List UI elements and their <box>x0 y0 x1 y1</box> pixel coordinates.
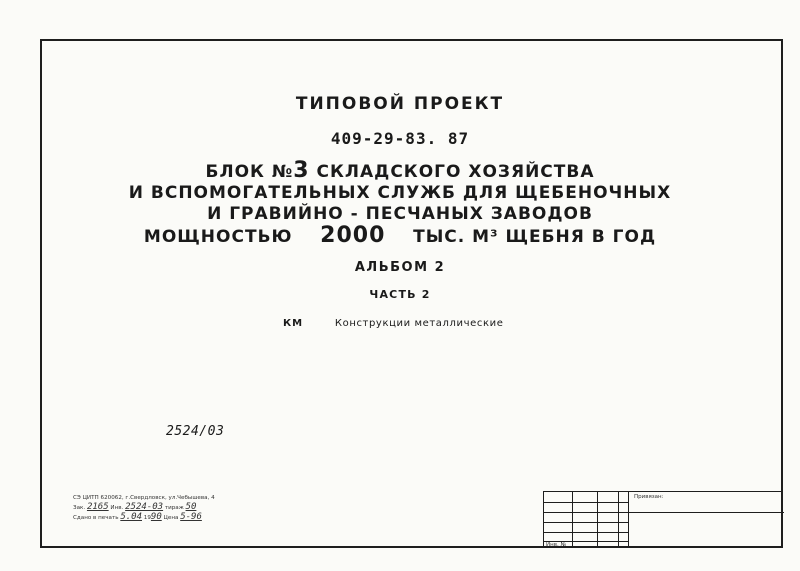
heading-line-4: МОЩНОСТЬЮ 2000 ТЫС. М³ ЩЕБНЯ В ГОД <box>143 223 657 248</box>
title-block-stamp <box>543 491 783 548</box>
section-line <box>283 318 503 329</box>
section-code: КМ <box>283 318 304 329</box>
heading-line-2: И ВСПОМОГАТЕЛЬНЫХ СЛУЖБ ДЛЯ ЩЕБЕНОЧНЫХ <box>128 183 672 203</box>
stamp-applied-label: Привязан: <box>634 494 664 500</box>
stamp-divider <box>628 492 629 548</box>
stamp-inv-label: Инв. № <box>546 542 567 548</box>
stamp-row-line <box>544 502 628 503</box>
imprint-line-1: СЭ ЦИТП 620062, г.Свердловск, ул.Чебышева, 4 <box>73 495 215 501</box>
imprint-block <box>73 494 215 523</box>
imprint-line-3: Сдано в печать 5.04 1990 Цена 5-96 <box>73 512 202 522</box>
album-label: АЛЬБОМ 2 <box>354 260 446 275</box>
section-name: Конструкции металлические <box>334 318 504 329</box>
stamp-divider <box>618 492 619 548</box>
project-heading <box>0 160 800 248</box>
handwritten-number: 2524/03 <box>166 424 225 439</box>
stamp-row-line <box>544 512 784 513</box>
project-number: 409-29-83. 87 <box>330 129 470 148</box>
document-title: ТИПОВОЙ ПРОЕКТ <box>295 94 505 114</box>
stamp-row-line <box>544 522 628 523</box>
stamp-divider <box>572 492 573 548</box>
part-label: ЧАСТЬ 2 <box>369 288 431 301</box>
heading-line-3: И ГРАВИЙНО - ПЕСЧАНЫХ ЗАВОДОВ <box>207 204 593 224</box>
heading-line-1: БЛОК №3 СКЛАДСКОГО ХОЗЯЙСТВА <box>205 158 595 183</box>
stamp-row-line <box>544 532 628 533</box>
stamp-divider <box>597 492 598 548</box>
imprint-line-2: Зак. 2165 Инв. 2524-03 тираж 50 <box>73 502 197 512</box>
